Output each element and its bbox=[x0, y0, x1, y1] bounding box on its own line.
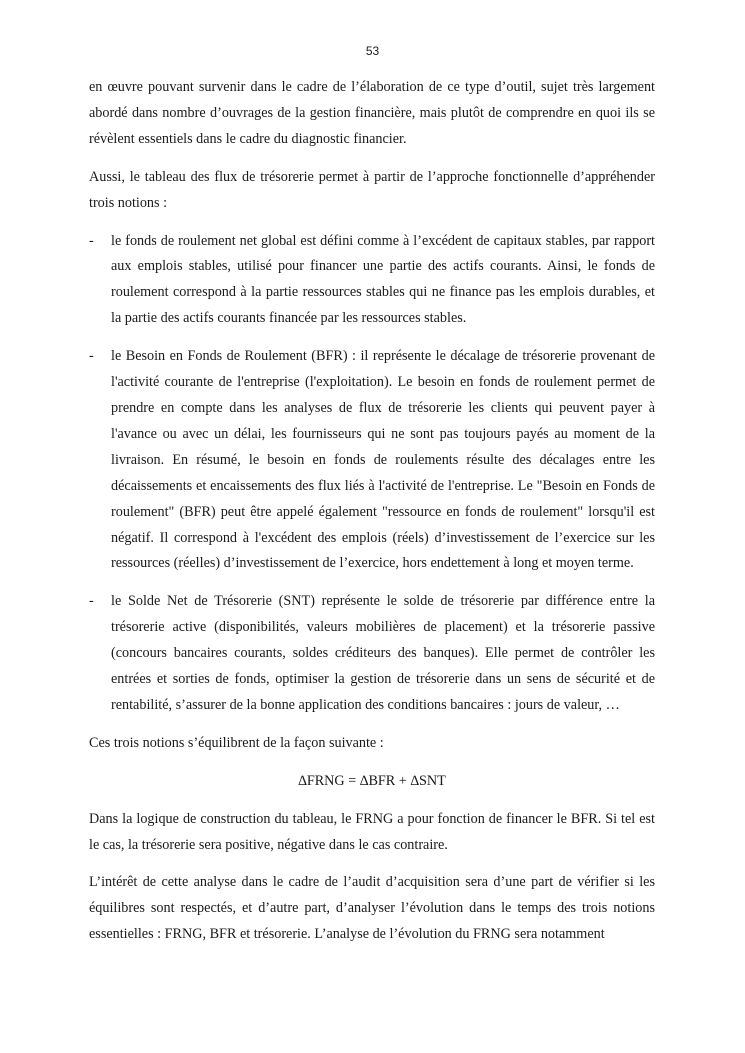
page-number: 53 bbox=[365, 44, 380, 58]
list-marker: - bbox=[89, 232, 94, 249]
list-item-bfr bbox=[89, 344, 655, 577]
document-body bbox=[89, 75, 655, 960]
formula-equation: ∆FRNG = ∆BFR + ∆SNT bbox=[298, 772, 446, 789]
list-item-text: le Solde Net de Trésorerie (SNT) représente le solde de trésorerie par différence entre la trésorerie active (disponibilités, valeurs mobilières de placement) et la trésorerie passive (concours bancaires courants, soldes créditeurs des banques). Elle permet de contrôler les entrées et sorties de fonds, optimiser la gestion de trésorerie dans un sens de sécurité et de rentabilité, s’assurer de la bonne application des conditions bancaires : jours de valeur, … bbox=[111, 593, 655, 713]
paragraph-audit-interest: L’intérêt de cette analyse dans le cadre de l’audit d’acquisition sera d’une part de vérifier si les équilibres sont respectés, et d’autre part, d’analyser l’évolution dans le temps des trois notions essentielles : FRNG, BFR et trésorerie. L’analyse de l’évolution du FRNG sera notamment bbox=[89, 874, 655, 943]
list-item-frng bbox=[89, 229, 655, 333]
list-item-text: le Besoin en Fonds de Roulement (BFR) : il représente le décalage de trésorerie provenant de l'activité courante de l'entreprise (l'exploitation). Le besoin en fonds de roulement permet de prendre en compte dans les analyses de flux de trésorerie les clients qui peuvent payer à l'avance ou avec un délai, les fournisseurs qui ne sont pas toujours payés au moment de la livraison. En résumé, le besoin en fonds de roulements résulte des décalages entre les décaissements et encaissements des flux liés à l'activité de l'entreprise. Le "Besoin en Fonds de roulement" (BFR) peut être appelé également "ressource en fonds de roulement" lorsqu'il est négatif. Il correspond à l'excédent des emplois (réels) d’investissement de l’exercice sur les ressources (réelles) d’investissement de l’exercice, hors endettement à long et moyen terme. bbox=[111, 348, 655, 572]
paragraph-logic: Dans la logique de construction du tableau, le FRNG a pour fonction de financer le BFR. Si tel est le cas, la trésorerie sera positive, négative dans le cas contraire. bbox=[89, 810, 655, 853]
notions-list bbox=[89, 229, 655, 719]
list-marker: - bbox=[89, 348, 94, 365]
list-item-snt bbox=[89, 589, 655, 719]
paragraph-intro-continuation: en œuvre pouvant survenir dans le cadre de l’élaboration de ce type d’outil, sujet très largement abordé dans nombre d’ouvrages de la gestion financière, mais plutôt de comprendre en quoi ils se révèlent essentiels dans le cadre du diagnostic financier. bbox=[89, 79, 655, 147]
paragraph-balance: Ces trois notions s’équilibrent de la façon suivante : bbox=[89, 734, 384, 751]
paragraph-three-notions: Aussi, le tableau des flux de trésorerie permet à partir de l’approche fonctionnelle d’appréhender trois notions : bbox=[89, 168, 655, 211]
list-item-text: le fonds de roulement net global est défini comme à l’excédent de capitaux stables, par rapport aux emplois stables, utilisé pour financer une partie des actifs courants. Ainsi, le fonds de roulement correspond à la partie ressources stables qui ne finance pas les emplois durables, et la partie des actifs courants financée par les ressources stables. bbox=[111, 232, 655, 327]
list-marker: - bbox=[89, 593, 94, 610]
